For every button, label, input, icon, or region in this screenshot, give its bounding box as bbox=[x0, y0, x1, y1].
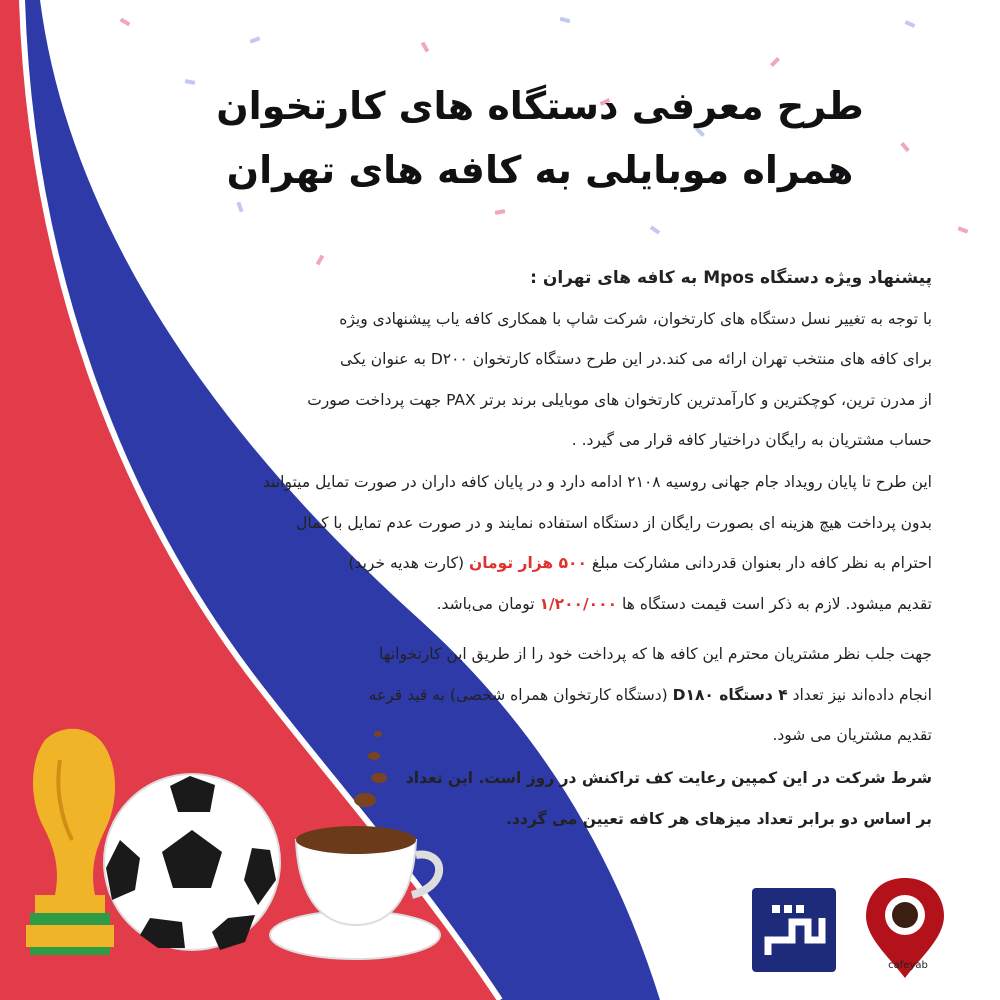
offer-line: حساب مشتریان به رایگان دراختیار کافه قرار می گیرد. . bbox=[571, 431, 932, 449]
lottery-line bbox=[190, 675, 932, 716]
condition-line: بر اساس دو برابر تعداد میزهای هر کافه تعیین می گردد. bbox=[506, 809, 932, 828]
lottery-prize: ۴ دستگاه D۱۸۰ bbox=[672, 685, 788, 704]
plan-text: (کارت هدیه خرید) bbox=[348, 554, 469, 572]
lottery-line: جهت جلب نظر مشتریان محترم این کافه ها که پرداخت خود را از طریق این کارتخوانها bbox=[378, 645, 932, 663]
plan-text: احترام به نظر کافه دار بعنوان قدردانی مشارکت مبلغ bbox=[586, 554, 932, 572]
lottery-line: تقدیم مشتریان می شود. bbox=[772, 726, 932, 744]
offer-line: از مدرن ترین، کوچکترین و کارآمدترین کارتخوان های موبایلی برند برتر PAX جهت پرداخت صورت bbox=[307, 390, 932, 409]
plan-section bbox=[190, 462, 932, 624]
condition-line: شرط شرکت در این کمپین رعایت کف تراکنش در روز است. این تعداد bbox=[405, 769, 932, 787]
offer-heading: پیشنهاد ویژه دستگاه Mpos به کافه های تهران : bbox=[530, 268, 932, 288]
lottery-text: انجام داده‌اند نیز تعداد bbox=[787, 685, 932, 704]
device-price: ۱/۲۰۰/۰۰۰ bbox=[539, 594, 618, 613]
lottery-section bbox=[190, 634, 932, 756]
offer-line: برای کافه های منتخب تهران ارائه می کند.در این طرح دستگاه کارتخوان D۲۰۰ به عنوان یکی bbox=[340, 350, 932, 368]
confetti bbox=[120, 17, 969, 266]
plan-text: تومان می‌باشد. bbox=[436, 594, 540, 613]
offer-section bbox=[190, 258, 932, 461]
cafeyab-logo-text: cafeyab bbox=[888, 960, 928, 971]
title-line-2: همراه موبایلی به کافه های تهران bbox=[226, 148, 854, 192]
lottery-text: (دستگاه کارتخوان همراه شخصی) به قید قرعه bbox=[368, 685, 673, 704]
plan-line bbox=[190, 584, 932, 625]
plan-text: تقدیم میشود. لازم به ذکر است قیمت دستگاه ها bbox=[617, 594, 932, 613]
offer-line: با توجه به تغییر نسل دستگاه های کارتخوان، شرکت شاپ با همکاری کافه یاب پیشنهادی ویژه bbox=[339, 309, 932, 328]
gift-amount: ۵۰۰ هزار تومان bbox=[468, 554, 587, 572]
plan-line: بدون پرداخت هیچ هزینه ای بصورت رایگان از دستگاه استفاده نمایند و در صورت عدم تمایل با کمال bbox=[296, 513, 932, 532]
shap-logo-mark bbox=[752, 888, 836, 972]
plan-line: این طرح تا پایان رویداد جام جهانی روسیه ۲۱۰۸ ادامه دارد و در پایان کافه داران در صورت تمایل میتوانند bbox=[263, 473, 932, 491]
title-line-1: طرح معرفی دستگاه های کارتخوان bbox=[216, 84, 864, 128]
condition-section bbox=[190, 758, 932, 839]
plan-line bbox=[190, 543, 932, 584]
